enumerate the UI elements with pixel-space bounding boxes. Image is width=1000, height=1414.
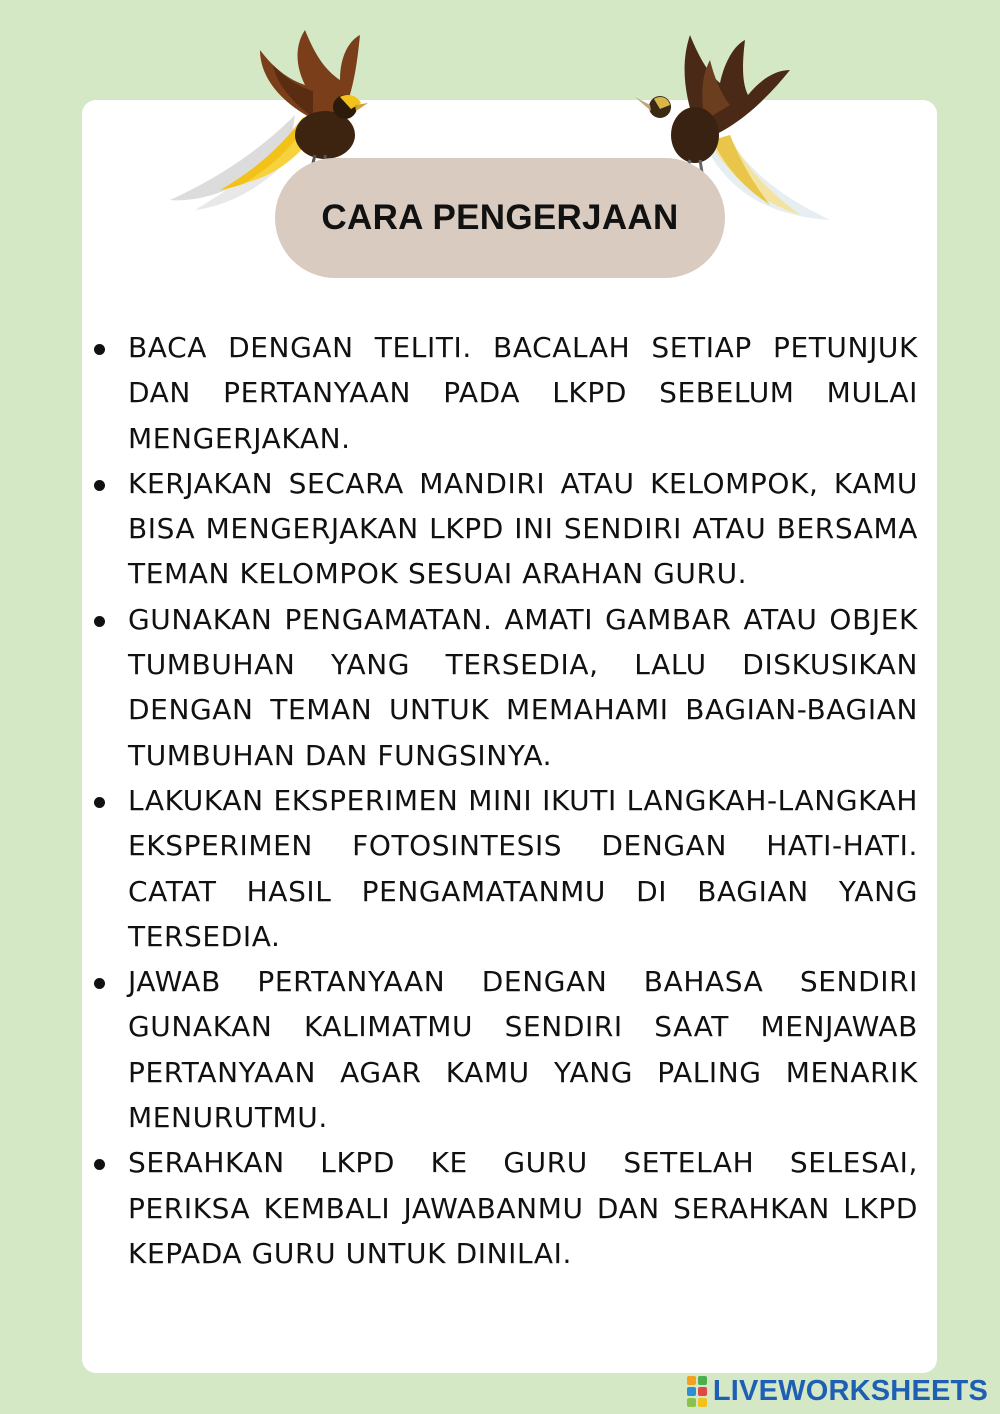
instructions-list: [90, 325, 918, 1276]
step-text: SERAHKAN LKPD KE GURU SETELAH SELESAI, PERIKSA KEMBALI JAWABANMU DAN SERAHKAN LKPD KEPADA GURU UNTUK DINILAI.: [128, 1146, 918, 1270]
title-banner: [275, 158, 725, 278]
step-text: JAWAB PERTANYAAN DENGAN BAHASA SENDIRI GUNAKAN KALIMATMU SENDIRI SAAT MENJAWAB PERTANYAAN AGAR KAMU YANG PALING MENARIK MENURUTMU.: [128, 965, 918, 1135]
step-text: LAKUKAN EKSPERIMEN MINI IKUTI LANGKAH-LANGKAH EKSPERIMEN FOTOSINTESIS DENGAN HATI-HATI. CATAT HASIL PENGAMATANMU DI BAGIAN YANG TERSEDIA.: [128, 783, 918, 953]
page-title: CARA PENGERJAAN: [321, 198, 679, 237]
list-item: [90, 959, 918, 1140]
list-item: [90, 778, 918, 959]
brand-name: LIVEWORKSHEETS: [712, 1374, 988, 1407]
bullet-icon: [94, 1159, 105, 1170]
bullet-icon: [94, 797, 105, 808]
step-text: GUNAKAN PENGAMATAN. AMATI GAMBAR ATAU OBJEK TUMBUHAN YANG TERSEDIA, LALU DISKUSIKAN DENGAN TEMAN UNTUK MEMAHAMI BAGIAN-BAGIAN TUMBUHAN DAN FUNGSINYA.: [128, 602, 918, 772]
list-item: [90, 1140, 918, 1276]
step-text: BACA DENGAN TELITI. BACALAH SETIAP PETUNJUK DAN PERTANYAAN PADA LKPD SEBELUM MULAI MENGERJAKAN.: [128, 331, 918, 455]
list-item: [90, 597, 918, 778]
liveworksheets-logo-icon: [687, 1376, 707, 1407]
list-item: [90, 325, 918, 461]
bullet-icon: [94, 616, 105, 627]
bullet-icon: [94, 480, 105, 491]
step-text: KERJAKAN SECARA MANDIRI ATAU KELOMPOK, KAMU BISA MENGERJAKAN LKPD INI SENDIRI ATAU BERSAMA TEMAN KELOMPOK SESUAI ARAHAN GURU.: [128, 466, 918, 591]
list-item: [90, 461, 918, 597]
bullet-icon: [94, 978, 105, 989]
bullet-icon: [94, 344, 105, 355]
liveworksheets-watermark[interactable]: [687, 1375, 988, 1407]
